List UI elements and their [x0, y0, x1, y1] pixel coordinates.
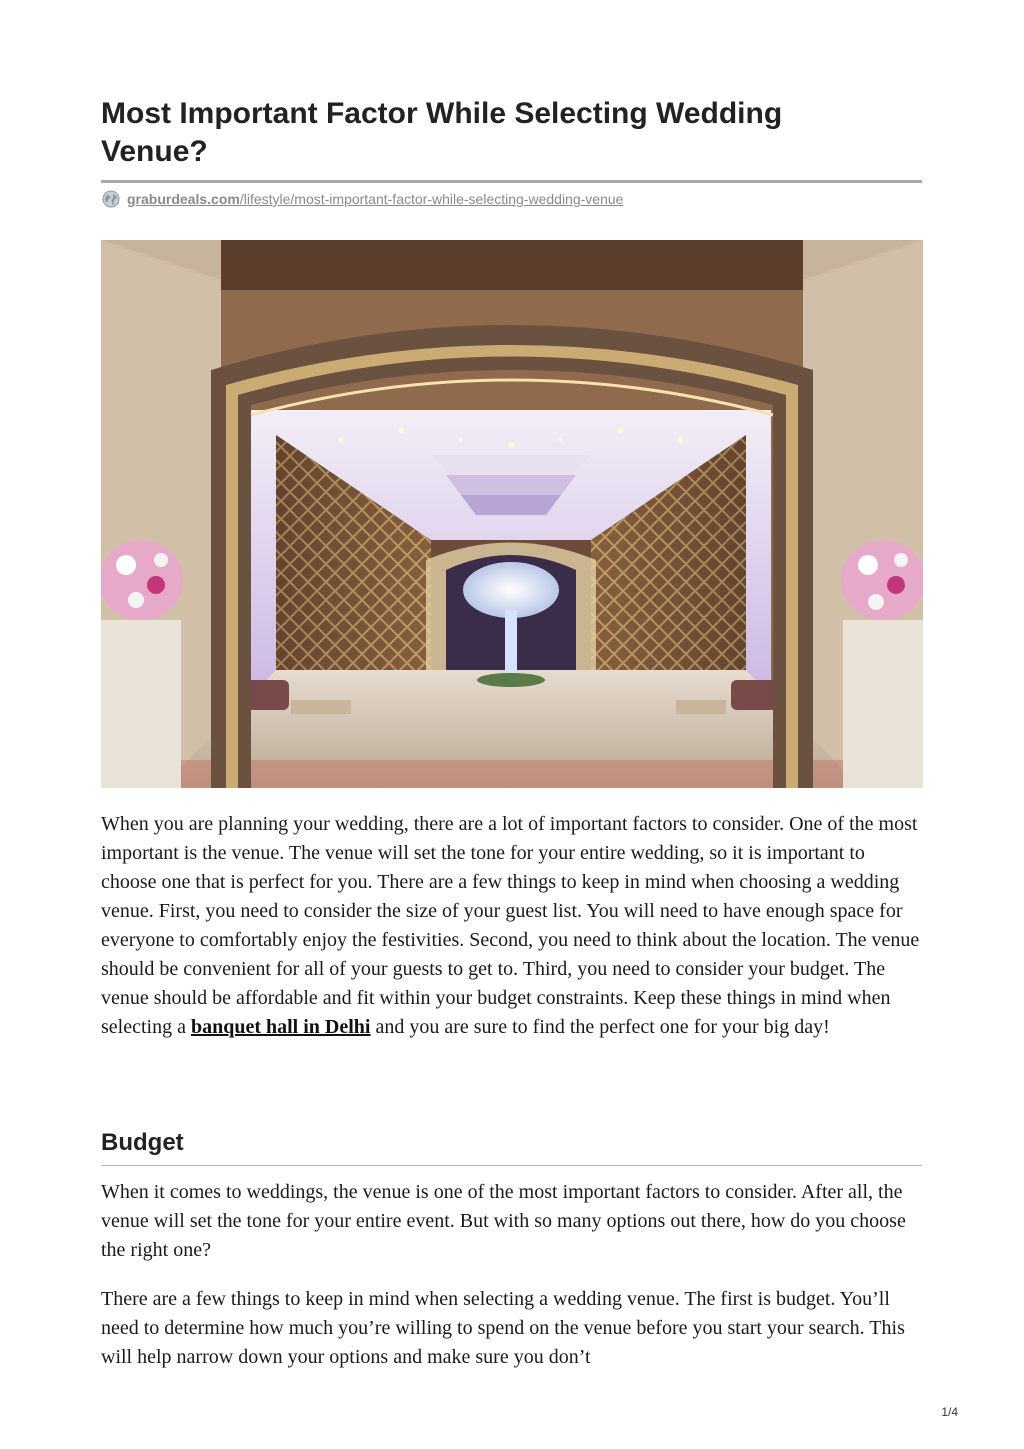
budget-paragraph-2: There are a few things to keep in mind when selecting a wedding venue. The first is budget. You’ll need to determine how much you’re willing to spend on the venue before you start your search. This will help narrow down your options and make sure you don’t [101, 1288, 905, 1368]
source-url-link[interactable] [127, 191, 623, 207]
page-number: 1/4 [941, 1405, 958, 1419]
section-divider [101, 1165, 922, 1166]
budget-paragraph-1: When it comes to weddings, the venue is one of the most important factors to consider. After all, the venue will set the tone for your entire event. But with so many options out there, how do you choose the right one? [101, 1181, 906, 1261]
section-heading-budget: Budget [101, 1129, 184, 1156]
title-divider [101, 180, 922, 183]
banquet-hall-illustration [101, 240, 923, 788]
hero-image [101, 240, 923, 788]
globe-icon [102, 190, 120, 208]
banquet-hall-link[interactable]: banquet hall in Delhi [190, 1016, 371, 1038]
intro-paragraph [101, 810, 923, 1042]
intro-text-start: When you are planning your wedding, there are a lot of important factors to consider. One of the most important is the venue. The venue will set the tone for your entire wedding, so it is important to choose one that is perfect for you. There are a few things to keep in mind when choosing a wedding venue. First, you need to consider the size of your guest list. You will need to have enough space for everyone to comfortably enjoy the festivities. Second, you need to think about the location. The venue should be convenient for all of your guests to get to. Third, you need to consider your budget. The venue should be affordable and fit within your budget constraints. Keep these things in mind when selecting a [101, 813, 920, 1038]
intro-text-end: and you are sure to find the perfect one for your big day! [370, 1016, 830, 1038]
source-domain: graburdeals.com [127, 191, 240, 207]
source-line [102, 189, 623, 209]
article-title: Most Important Factor While Selecting Wedding Venue? [101, 97, 783, 168]
source-path: /lifestyle/most-important-factor-while-selecting-wedding-venue [239, 191, 624, 207]
